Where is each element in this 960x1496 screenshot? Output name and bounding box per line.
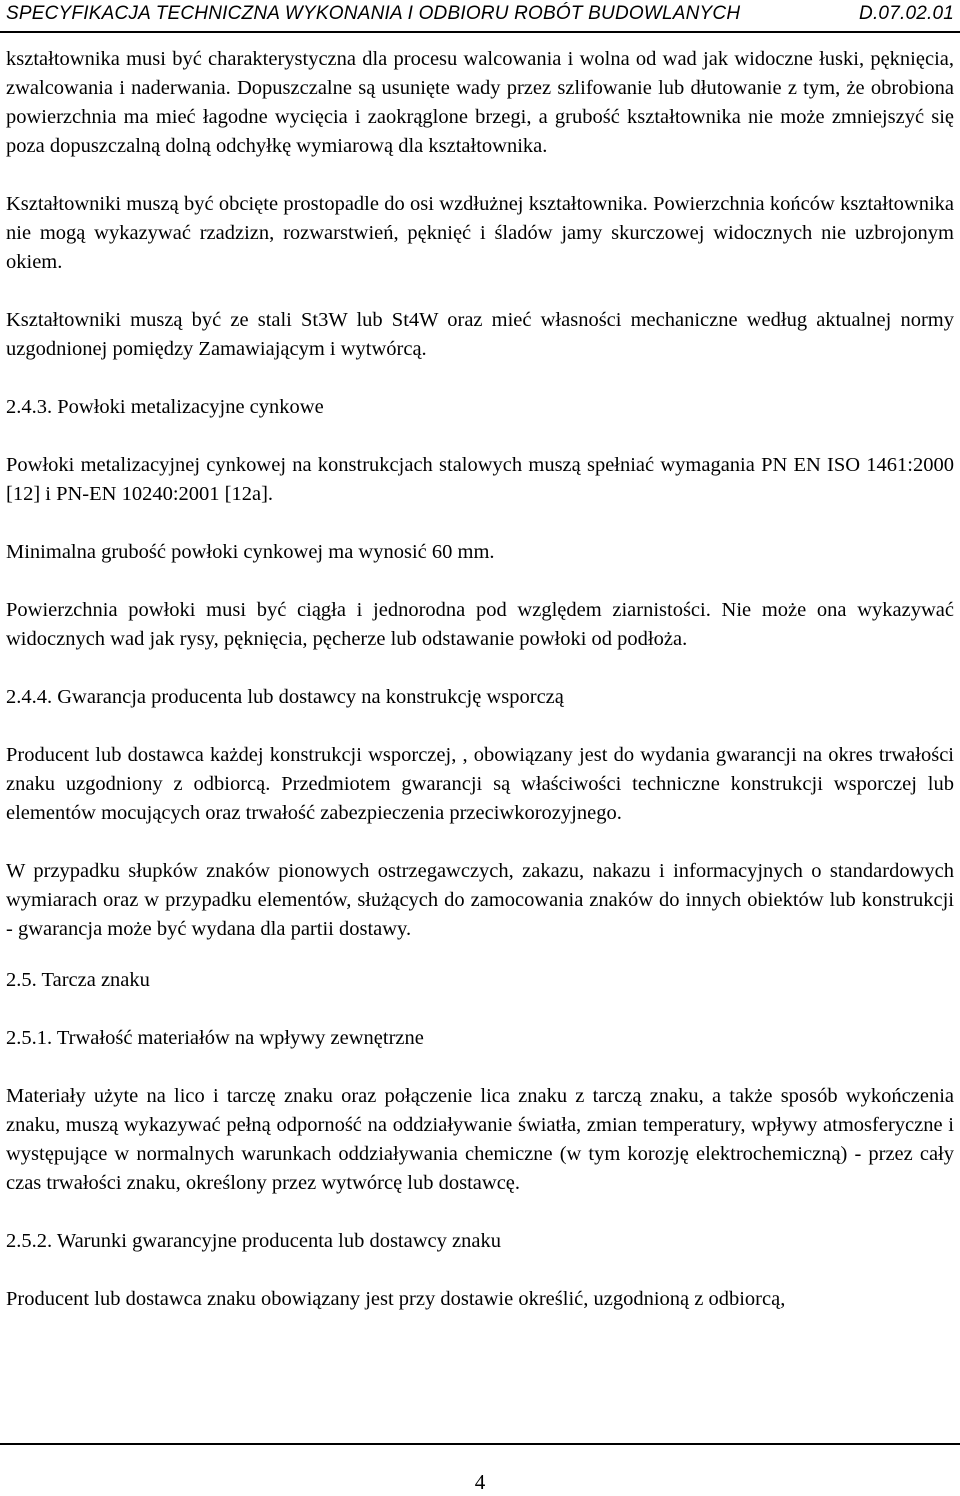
paragraph-zinc-coating-standard: Powłoki metalizacyjnej cynkowej na konstrukcjach stalowych muszą spełniać wymagania PN EN ISO 1461:2000 [12] i PN-EN 10240:2001 [12a]. <box>6 454 954 505</box>
document-title: SPECYFIKACJA TECHNICZNA WYKONANIA I ODBIORU ROBÓT BUDOWLANYCH <box>6 3 741 24</box>
paragraph-surface-quality: kształtownika musi być charakterystyczna dla procesu walcowania i wolna od wad jak widoczne łuski, pęknięcia, zwalcowania i naderwania. Dopuszczalne są usunięte wady przez szlifowanie lub dłutowanie z tym, że obrobiona powierzchnia ma mieć łagodne wycięcia i zaokrąglone brzegi, a grubość kształtownika nie może zmniejszyć się poza dopuszczalną dolną odchyłkę wymiarową dla kształtownika. <box>6 48 954 157</box>
paragraph-producer-obligation: Producent lub dostawca znaku obowiązany jest przy dostawie określić, uzgodnioną z odbiorcą, <box>6 1288 786 1310</box>
section-heading-2-4-3: 2.4.3. Powłoki metalizacyjne cynkowe <box>6 396 324 418</box>
paragraph-warranty-batch: W przypadku słupków znaków pionowych ostrzegawczych, zakazu, nakazu i informacyjnych o standardowych wymiarach oraz w przypadku elementów, służących do zamocowania znaków do innych obiektów lub konstrukcji - gwarancja może być wydana dla partii dostawy. <box>6 860 954 940</box>
document-body <box>6 45 954 1314</box>
page-header <box>6 2 954 28</box>
section-heading-2-5: 2.5. Tarcza znaku <box>6 969 150 991</box>
paragraph-material-durability: Materiały użyte na lico i tarczę znaku oraz połączenie lica znaku z tarczą znaku, a także sposób wykończenia znaku, muszą wykazywać pełną odporność na oddziaływanie światła, zmian temperatury, wpływy atmosferyczne i występujące w normalnych warunkach oddziaływania chemiczne (w tym korozję elektrochemiczną) - przez cały czas trwałości znaku, określony przez wytwórcę lub dostawcę. <box>6 1085 954 1194</box>
header-divider <box>0 31 960 33</box>
paragraph-coating-continuity: Powierzchnia powłoki musi być ciągła i jednorodna pod względem ziarnistości. Nie może ona wykazywać widocznych wad jak rysy, pęknięcia, pęcherze lub odstawanie powłoki od podłoża. <box>6 599 954 650</box>
paragraph-cut-ends: Kształtowniki muszą być obcięte prostopadle do osi wzdłużnej kształtownika. Powierzchnia końców kształtownika nie mogą wykazywać rzadzizn, rozwarstwień, pęknięć i śladów jamy skurczowej widocznych nie uzbrojonym okiem. <box>6 193 954 273</box>
paragraph-min-thickness: Minimalna grubość powłoki cynkowej ma wynosić 60 mm. <box>6 541 495 563</box>
page-number: 4 <box>474 1470 486 1494</box>
paragraph-steel-grade: Kształtowniki muszą być ze stali St3W lub St4W oraz mieć własności mechaniczne według aktualnej normy uzgodnionej pomiędzy Zamawiającym i wytwórcą. <box>6 309 954 360</box>
paragraph-warranty-structure: Producent lub dostawca każdej konstrukcji wsporczej, , obowiązany jest do wydania gwarancji na okres trwałości znaku uzgodniony z odbiorcą. Przedmiotem gwarancji są właściwości techniczne konstrukcji wsporczej lub elementów mocujących oraz trwałość zabezpieczenia przeciwkorozyjnego. <box>6 744 954 824</box>
section-heading-2-5-2: 2.5.2. Warunki gwarancyjne producenta lub dostawcy znaku <box>6 1230 501 1252</box>
section-heading-2-4-4: 2.4.4. Gwarancja producenta lub dostawcy na konstrukcję wsporczą <box>6 686 564 708</box>
section-heading-2-5-1: 2.5.1. Trwałość materiałów na wpływy zewnętrzne <box>6 1027 424 1049</box>
footer-divider <box>0 1443 960 1445</box>
document-code: D.07.02.01 <box>859 3 954 24</box>
